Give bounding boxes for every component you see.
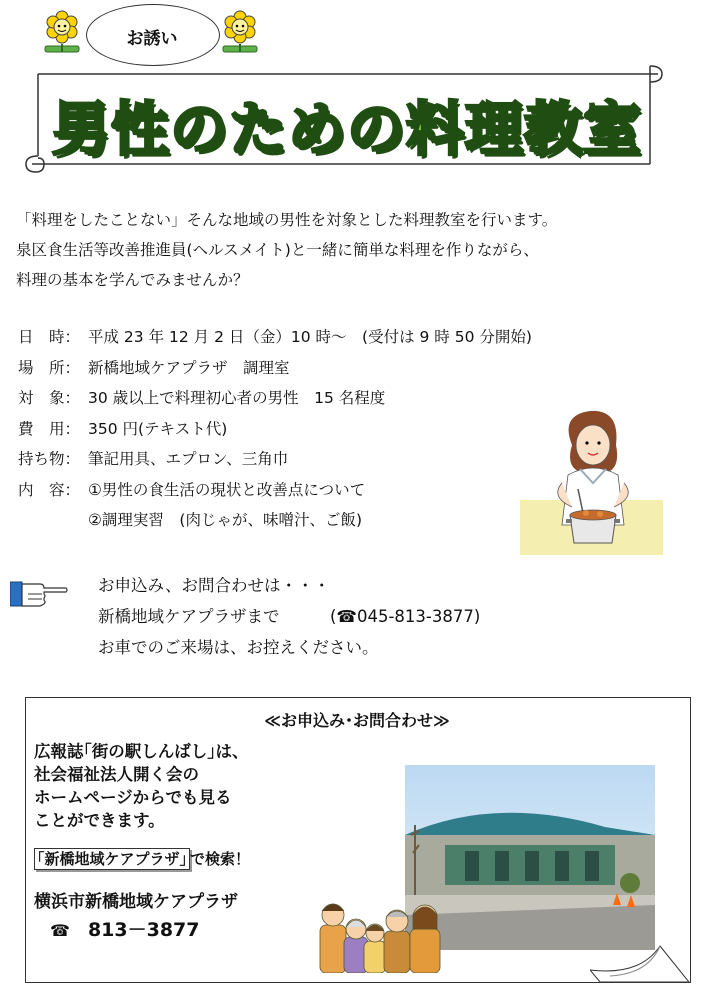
intro-line: 「料理をしたことない」そんな地域の男性を対象とした料理教室を行います。 [16, 211, 558, 229]
contact-line: お車でのご来場は、お控えください。 [98, 638, 379, 657]
newsletter-line: 広報誌｢街の駅しんばし｣は、 [34, 742, 249, 761]
pointing-hand-icon [10, 578, 68, 610]
intro-line: 泉区食生活等改善推進員(ヘルスメイト)と一緒に簡単な料理を作りながら、 [16, 241, 539, 259]
newsletter-line: ことができます。 [34, 811, 165, 830]
detail-row-datetime [18, 322, 532, 353]
detail-label: 日 時： [18, 328, 81, 346]
contact-line: お申込み、お問合わせは・・・ [98, 576, 330, 595]
page-title: 男性のための料理教室 [52, 95, 643, 163]
detail-value: 30 歳以上で料理初心者の男性 15 名程度 [88, 389, 386, 407]
detail-label: 対 象： [18, 389, 81, 407]
detail-row-place [18, 353, 532, 384]
detail-row-target [18, 383, 532, 414]
inquiry-box-title: ≪お申込み･お問合わせ≫ [264, 711, 450, 730]
detail-label: 内 容： [18, 480, 81, 499]
detail-row-fee [18, 414, 532, 445]
intro-text [16, 205, 715, 295]
detail-value: ①男性の食生活の現状と改善点について [88, 480, 366, 499]
detail-label: 費 用： [18, 419, 81, 438]
detail-value-continued: ②調理実習 (肉じゃが、味噌汁、ご飯) [88, 511, 362, 529]
intro-line: 料理の基本を学んでみませんか？ [16, 271, 249, 289]
phone-icon: ☎ [50, 921, 70, 940]
contact-line [98, 601, 480, 632]
search-hint [34, 848, 250, 869]
contact-phone: (☎045-813-3877) [330, 607, 481, 626]
contact-place: 新橋地域ケアプラザまで [98, 607, 280, 626]
chef-illustration [520, 405, 663, 555]
detail-value: 新橋地域ケアプラザ 調理室 [88, 358, 290, 377]
invite-label: お誘い [126, 29, 178, 49]
detail-row-content [18, 475, 532, 506]
family-illustration [318, 885, 444, 973]
detail-row-items [18, 444, 532, 475]
flower-icon [218, 8, 262, 58]
detail-value: 平成 23 年 12 月 2 日（金）10 時～ (受付は 9 時 50 分開始) [88, 328, 532, 346]
newsletter-line: ホームページからでも見る [34, 788, 232, 807]
detail-label: 場 所： [18, 358, 81, 377]
newsletter-line: 社会福祉法人開く会の [34, 765, 199, 784]
detail-label: 持ち物： [18, 450, 81, 468]
detail-value: 筆記用具、エプロン、三角巾 [88, 450, 289, 468]
contact-info [98, 570, 480, 663]
search-suffix: で検索！ [190, 850, 251, 868]
page-curl [590, 940, 690, 984]
newsletter-info [34, 740, 249, 832]
organization-name: 横浜市新橋地域ケアプラザ [34, 892, 238, 912]
flower-icon [40, 8, 84, 58]
search-term: ｢新橋地域ケアプラザ｣ [34, 848, 190, 870]
phone-number: 813－3877 [87, 919, 200, 941]
detail-value: 350 円(テキスト代) [88, 419, 228, 438]
event-details [18, 322, 532, 536]
phone-line [50, 915, 199, 942]
